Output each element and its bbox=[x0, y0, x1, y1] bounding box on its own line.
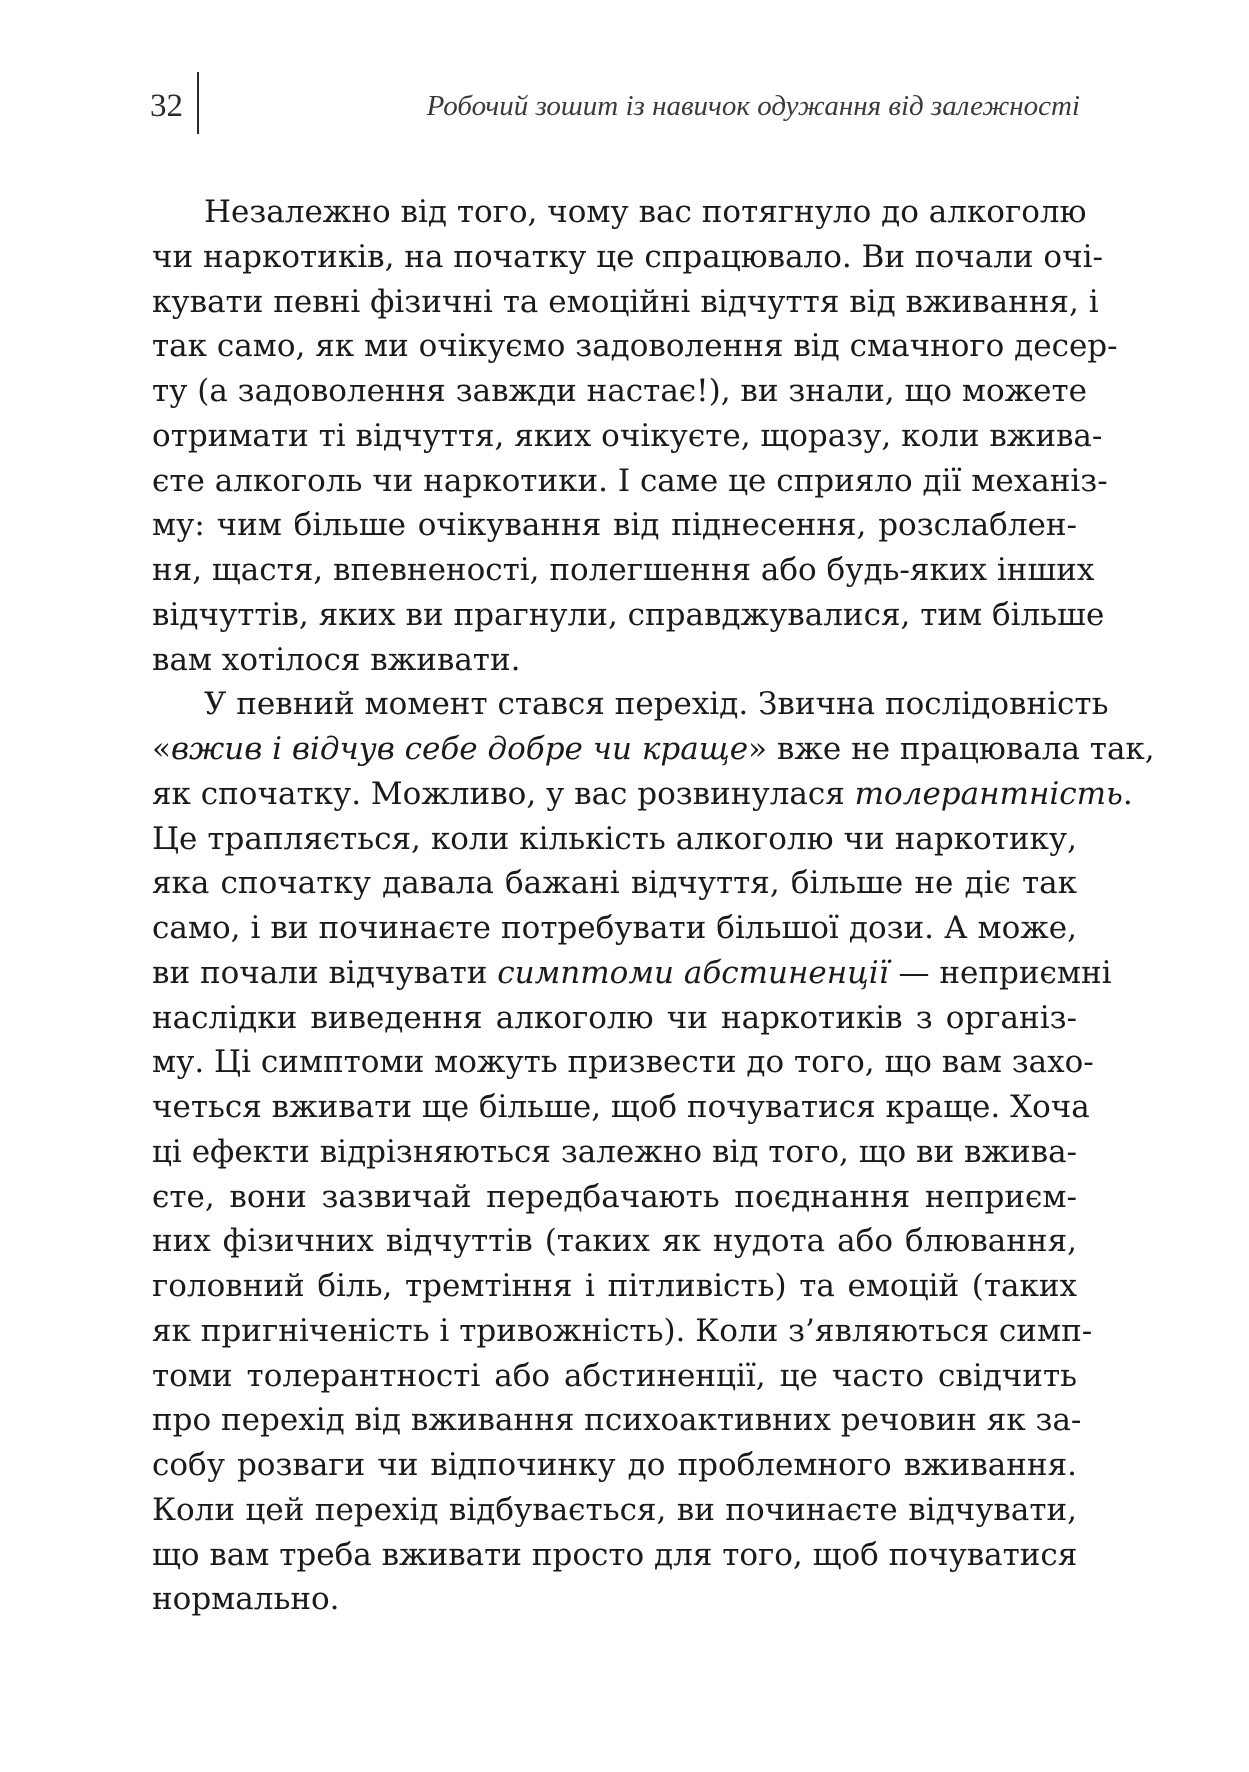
text-line bbox=[152, 503, 1077, 548]
italic-term: вжив і відчув себе добре чи краще bbox=[170, 731, 749, 767]
text-run: отримати ті відчуття, яких очікуєте, щоразу, коли вжива- bbox=[152, 417, 1103, 454]
text-line bbox=[152, 235, 1103, 280]
header-divider bbox=[197, 72, 199, 134]
text-run: як пригніченість і тривожність). Коли з’являються симп- bbox=[152, 1312, 1093, 1349]
text-run: четься вживати ще більше, щоб почуватися краще. Хоча bbox=[152, 1089, 1090, 1125]
text-run: Коли цей перехід відбувається, ви починаєте відчувати, bbox=[152, 1491, 1077, 1528]
text-run: головний біль, тремтіння і пітливість) та емоцій (таких bbox=[152, 1268, 1077, 1304]
text-run: томи толерантності або абстиненції, це часто свідчить bbox=[152, 1357, 1077, 1394]
text-line bbox=[152, 1085, 1090, 1130]
text-run: так само, як ми очікуємо задоволення від смачного десер- bbox=[152, 328, 1118, 365]
text-line bbox=[152, 1130, 1077, 1175]
text-run: му: чим більше очікування від піднесення, розслаблен- bbox=[152, 507, 1077, 544]
text-line bbox=[152, 190, 1087, 235]
text-run: ці ефекти відрізняються залежно від того, що ви вжива- bbox=[152, 1133, 1078, 1170]
text-run: про перехід від вживання психоактивних речовин як за- bbox=[152, 1402, 1082, 1439]
text-run: яка спочатку давала бажані відчуття, більше не діє так bbox=[152, 865, 1077, 902]
text-run: — неприємні bbox=[888, 954, 1112, 991]
text-run: них фізичних відчуттів (таких як нудота або блювання, bbox=[152, 1223, 1077, 1260]
text-line bbox=[152, 324, 1118, 369]
text-run: Це трапляється, коли кількість алкоголю чи наркотику, bbox=[152, 820, 1077, 857]
text-run: що вам треба вживати просто для того, щоб почуватися bbox=[152, 1536, 1078, 1573]
text-run: У певний момент стався перехід. Звична послідовність bbox=[204, 686, 1109, 723]
running-head bbox=[150, 72, 1080, 134]
text-run: єте алкоголь чи наркотики. І саме це сприяло дії механіз- bbox=[152, 462, 1108, 499]
text-line bbox=[152, 1175, 1077, 1220]
text-run: « bbox=[152, 731, 171, 767]
paragraph bbox=[152, 190, 1118, 682]
book-title: Робочий зошит із навичок одужання від залежності bbox=[426, 90, 1080, 122]
text-run: собу розваги чи відпочинку до проблемного вживання. bbox=[152, 1447, 1077, 1483]
text-line bbox=[152, 1398, 1082, 1443]
body-text bbox=[152, 190, 1155, 1622]
text-run: . bbox=[1122, 775, 1133, 812]
text-run: му. Ці симптоми можуть призвести до того, що вам захо- bbox=[152, 1044, 1094, 1081]
text-run: ту (а задоволення завжди настає!), ви знали, що можете bbox=[152, 373, 1087, 409]
text-run: ви почали відчувати bbox=[152, 954, 498, 991]
italic-term: толерантність bbox=[854, 775, 1123, 812]
text-line bbox=[152, 1264, 1077, 1309]
text-line bbox=[152, 638, 1077, 683]
text-run: як спочатку. Можливо, у вас розвинулася bbox=[152, 775, 855, 812]
text-line bbox=[152, 1040, 1094, 1085]
text-line bbox=[152, 951, 1112, 996]
italic-term: симптоми абстиненції bbox=[497, 954, 889, 991]
text-line bbox=[152, 1219, 1077, 1264]
text-run: чи наркотиків, на початку це спрацювало. Ви почали очі- bbox=[152, 238, 1103, 275]
paragraph bbox=[152, 682, 1155, 1622]
text-line bbox=[152, 1577, 1077, 1622]
text-run: само, і ви починаєте потребувати більшої дози. А може, bbox=[152, 910, 1077, 946]
text-run: єте, вони зазвичай передбачають поєднання неприєм- bbox=[152, 1178, 1077, 1215]
text-line bbox=[152, 772, 1133, 817]
text-line bbox=[152, 369, 1087, 414]
text-line bbox=[152, 817, 1077, 862]
text-line bbox=[152, 593, 1105, 638]
text-run: ня, щастя, впевненості, полегшення або будь-яких інших bbox=[152, 552, 1095, 588]
text-line bbox=[152, 1533, 1077, 1578]
text-line bbox=[152, 906, 1077, 951]
text-line bbox=[152, 280, 1099, 325]
text-line bbox=[152, 1488, 1077, 1533]
text-run: нормально. bbox=[152, 1581, 340, 1618]
text-line bbox=[152, 1309, 1093, 1354]
text-run: кувати певні фізичні та емоційні відчуття від вживання, і bbox=[152, 283, 1099, 320]
text-run: відчуттів, яких ви прагнули, справджувалися, тим більше bbox=[152, 596, 1105, 633]
page-number: 32 bbox=[150, 88, 183, 124]
text-line bbox=[152, 548, 1095, 593]
text-line bbox=[152, 459, 1108, 504]
text-line bbox=[152, 682, 1109, 727]
text-run: наслідки виведення алкоголю чи наркотиків з організ- bbox=[152, 999, 1077, 1036]
text-run: » вже не працювала так, bbox=[748, 731, 1155, 767]
text-line bbox=[152, 1354, 1077, 1399]
text-run: вам хотілося вживати. bbox=[152, 641, 521, 678]
text-line bbox=[152, 1443, 1077, 1488]
text-run: Незалежно від того, чому вас потягнуло до алкоголю bbox=[204, 194, 1087, 230]
text-line bbox=[152, 861, 1077, 906]
text-line bbox=[152, 727, 1155, 772]
text-line bbox=[152, 414, 1103, 459]
text-line bbox=[152, 996, 1077, 1041]
